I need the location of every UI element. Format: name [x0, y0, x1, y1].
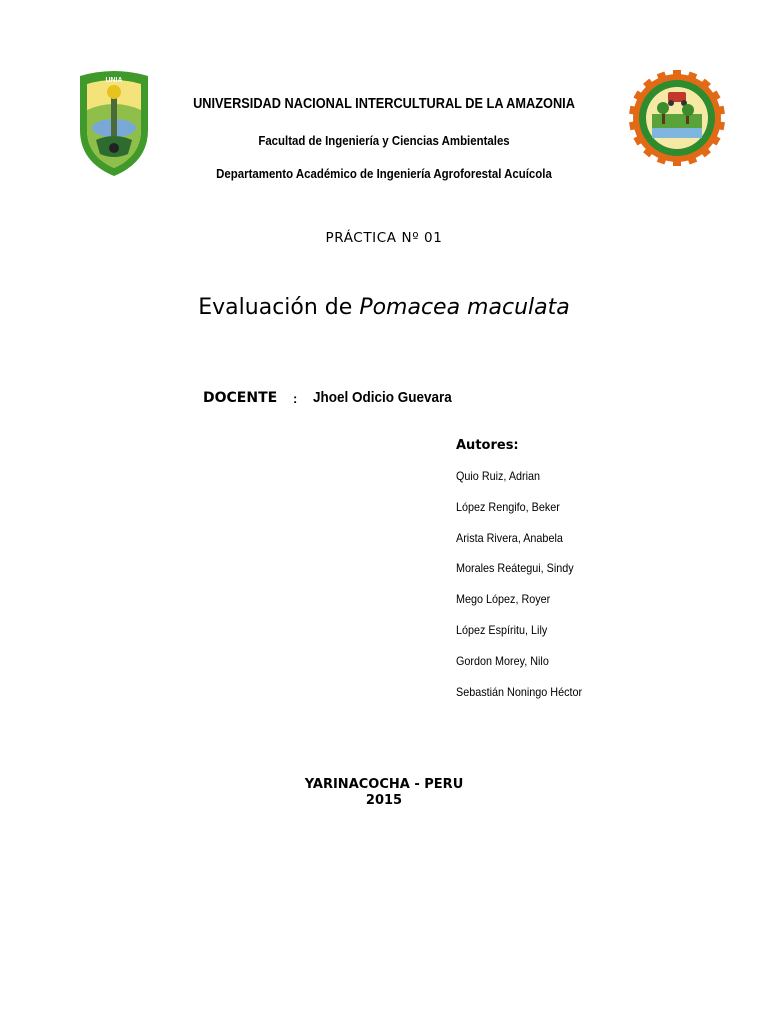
teacher-separator: :: [293, 391, 298, 406]
faculty-name: Facultad de Ingeniería y Ciencias Ambientales: [258, 133, 510, 148]
author-name: Sebastián Noningo Héctor: [456, 684, 583, 699]
practice-number: PRÁCTICA Nº 01: [325, 230, 443, 246]
teacher-name: Jhoel Odicio Guevara: [313, 389, 452, 406]
author-name: López Rengifo, Beker: [456, 499, 560, 514]
document-title: [0, 295, 768, 320]
author-name: López Espíritu, Lily: [456, 622, 548, 637]
author-name: Quio Ruiz, Adrian: [456, 469, 541, 483]
authors-list: [456, 469, 596, 715]
teacher-label: DOCENTE: [203, 390, 278, 406]
department-name: Departamento Académico de Ingeniería Agroforestal Acuícola: [216, 166, 552, 181]
author-name: Morales Reátegui, Sindy: [456, 561, 574, 576]
seal-text: UNIA: [105, 77, 123, 84]
author-name: Arista Rivera, Anabela: [456, 530, 563, 545]
title-prefix: Evaluación de: [198, 295, 360, 320]
title-species: Pomacea maculata: [359, 295, 570, 320]
place: YARINACOCHA - PERU: [304, 777, 464, 792]
university-seal-icon: [76, 70, 152, 178]
year: 2015: [365, 793, 403, 808]
author-name: Gordon Morey, Nilo: [456, 653, 549, 668]
author-name: Mego López, Royer: [456, 592, 551, 607]
authors-heading: Autores:: [456, 438, 519, 453]
gear-emblem-icon: [628, 66, 726, 170]
university-name: UNIVERSIDAD NACIONAL INTERCULTURAL DE LA AMAZONIA: [193, 96, 575, 112]
